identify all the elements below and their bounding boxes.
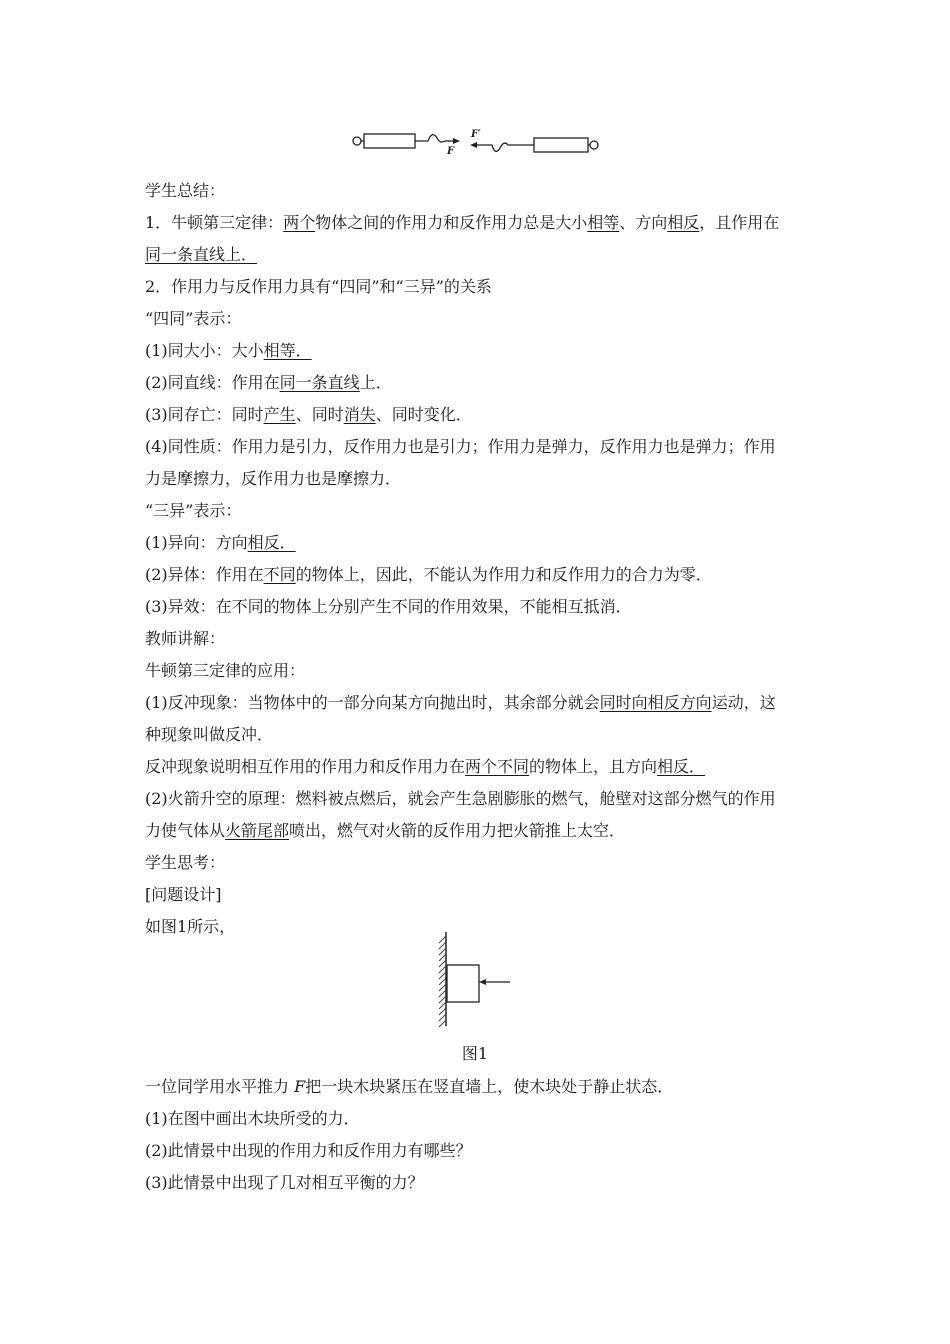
text-line: 学生总结： bbox=[145, 181, 226, 200]
text-line: 力使气体从火箭尾部喷出，燃气对火箭的反作用力把火箭推上太空． bbox=[145, 821, 626, 840]
text-line: (1)同大小：大小相等． bbox=[145, 341, 312, 360]
text-line: “三异”表示： bbox=[145, 501, 242, 520]
text-line: 学生思考： bbox=[145, 853, 226, 872]
text-line: (2)此情景中出现的作用力和反作用力有哪些？ bbox=[145, 1141, 472, 1160]
text-line: 同一条直线上． bbox=[145, 245, 258, 264]
text-line: [问题设计] bbox=[145, 885, 222, 904]
text-line: 力是摩擦力，反作用力也是摩擦力． bbox=[145, 469, 402, 488]
text-line: 2．作用力与反作用力具有“四同”和“三异”的关系 bbox=[145, 277, 492, 296]
text-line: (1)反冲现象：当物体中的一部分向某方向抛出时，其余部分就会同时向相反方向运动，这 bbox=[145, 693, 776, 712]
text-line: 反冲现象说明相互作用的作用力和反作用力在两个不同的物体上，且方向相反． bbox=[145, 757, 706, 776]
force-label-f: F bbox=[447, 146, 455, 157]
text-line: (3)异效：在不同的物体上分别产生不同的作用效果，不能相互抵消． bbox=[145, 597, 632, 616]
wall-block-figure bbox=[430, 930, 520, 1030]
text-line: 教师讲解： bbox=[145, 629, 226, 648]
text-line: (3)此情景中出现了几对相互平衡的力？ bbox=[145, 1173, 424, 1192]
text-line: (2)同直线：作用在同一条直线上． bbox=[145, 373, 392, 392]
text-line: 一位同学用水平推力 F把一块木块紧压在竖直墙上，使木块处于静止状态． bbox=[145, 1077, 674, 1096]
text-line: 牛顿第三定律的应用： bbox=[145, 661, 306, 680]
text-line: (1)在图中画出木块所受的力． bbox=[145, 1109, 360, 1128]
figure-caption: 图1 bbox=[461, 1044, 489, 1063]
text-line: (1)异向：方向相反． bbox=[145, 533, 296, 552]
text-line: (2)火箭升空的原理：燃料被点燃后，就会产生急剧膨胀的燃气，舱壁对这部分燃气的作用 bbox=[145, 789, 776, 808]
text-line: (3)同存亡：同时产生、同时消失、同时变化． bbox=[145, 405, 472, 424]
text-line: (4)同性质：作用力是引力，反作用力也是引力；作用力是弹力，反作用力也是弹力；作用 bbox=[145, 437, 776, 456]
force-label-f-prime: F′ bbox=[471, 129, 481, 140]
spring-scales-figure bbox=[350, 126, 600, 158]
text-line: 1．牛顿第三定律：两个物体之间的作用力和反作用力总是大小相等、方向相反，且作用在 bbox=[145, 213, 780, 232]
text-line: “四同”表示： bbox=[145, 309, 242, 328]
text-line: 种现象叫做反冲． bbox=[145, 725, 274, 744]
text-line: (2)异体：作用在不同的物体上，因此，不能认为作用力和反作用力的合力为零． bbox=[145, 565, 712, 584]
text-line: 如图1所示， bbox=[145, 917, 236, 936]
